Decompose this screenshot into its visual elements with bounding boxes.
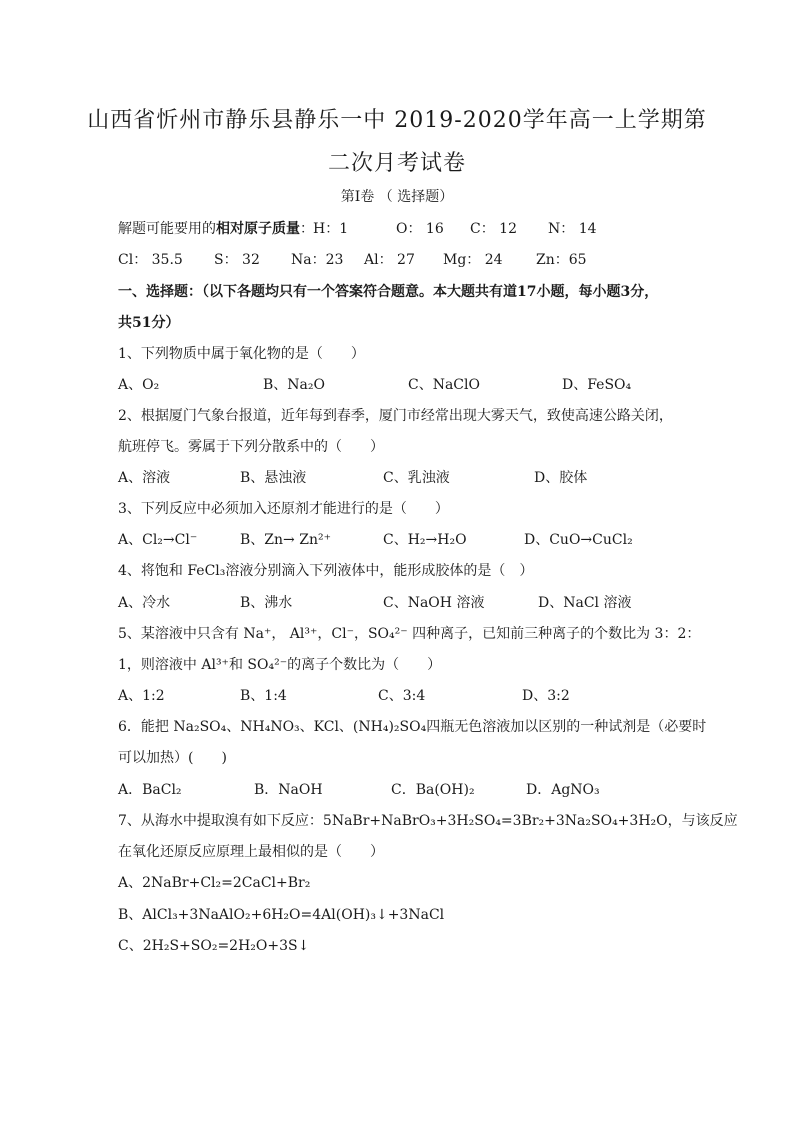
q5-option-a: A、1:2: [118, 688, 165, 704]
q4-option-d: D、NaCl 溶液: [538, 595, 632, 611]
q2-option-c: C、乳浊液: [383, 470, 450, 486]
q5-option-c: C、3:4: [378, 688, 426, 704]
q4-option-a: A、冷水: [118, 595, 171, 611]
q2-option-b: B、悬浊液: [240, 470, 307, 486]
atomic-intro-after: ：: [300, 221, 314, 237]
question-7-stem-line2: 在氧化还原反应原理上最相似的是（ ）: [118, 844, 384, 860]
atomic-intro-bold: 相对原子质量: [216, 221, 300, 237]
q2-option-a: A、溶液: [118, 470, 171, 486]
part-heading: 第Ⅰ卷 （ 选择题）: [340, 189, 454, 205]
atomic-al: Al： 27: [364, 252, 415, 268]
q4-option-b: B、沸水: [240, 595, 293, 611]
atomic-cl: Cl： 35.5: [118, 252, 183, 268]
section-heading-line1: 一、选择题：（以下各题均只有一个答案符合题意。本大题共有道17小题，每小题3分，: [118, 284, 659, 300]
section-heading-line2: 共51分）: [118, 315, 180, 331]
q3-option-a: A、Cl₂→Cl⁻: [118, 532, 198, 548]
q3-option-d: D、CuO→CuCl₂: [524, 532, 633, 548]
atomic-intro-before: 解题可能要用的: [118, 221, 216, 237]
question-6-stem-line2: 可以加热）( ): [118, 750, 227, 766]
q7-option-b: B、AlCl₃+3NaAlO₂+6H₂O=4Al(OH)₃↓+3NaCl: [118, 907, 445, 923]
atomic-mg: Mg： 24: [443, 252, 503, 268]
question-4-stem: 4、将饱和 FeCl₃溶液分别滴入下列液体中，能形成胶体的是（ ）: [118, 563, 534, 579]
atomic-c: C： 12: [470, 221, 517, 237]
exam-title-line1: 山西省忻州市静乐县静乐一中 2019-2020学年高一上学期第: [87, 108, 707, 133]
question-1-stem: 1、下列物质中属于氧化物的是（ ）: [118, 346, 365, 362]
q6-option-b: B．NaOH: [254, 782, 323, 798]
question-3-stem: 3、下列反应中必须加入还原剂才能进行的是（ ）: [118, 501, 449, 517]
q6-option-a: A．BaCl₂: [118, 782, 182, 798]
q5-option-d: D、3:2: [522, 688, 570, 704]
q6-option-d: D．AgNO₃: [526, 782, 600, 798]
q7-option-c: C、2H₂S+SO₂=2H₂O+3S↓: [118, 938, 310, 954]
q3-option-c: C、H₂→H₂O: [383, 532, 467, 548]
atomic-na: Na：23: [291, 252, 344, 268]
q2-option-d: D、胶体: [534, 470, 588, 486]
question-7-stem-line1: 7、从海水中提取溴有如下反应：5NaBr+NaBrO₃+3H₂SO₄=3Br₂+3Na₂SO₄+3H₂O，与该反应: [118, 813, 738, 829]
atomic-o: O： 16: [396, 221, 444, 237]
q3-option-b: B、Zn→ Zn²⁺: [240, 532, 331, 548]
question-2-stem-line1: 2、根据厦门气象台报道，近年每到春季，厦门市经常出现大雾天气，致使高速公路关闭，: [118, 408, 673, 424]
q6-option-c: C．Ba(OH)₂: [391, 782, 475, 798]
question-2-stem-line2: 航班停飞。雾属于下列分散系中的（ ）: [118, 439, 384, 455]
q1-option-a: A、O₂: [118, 377, 160, 393]
atomic-mass-line1: [118, 218, 314, 238]
atomic-zn: Zn：65: [536, 252, 587, 268]
q1-option-c: C、NaClO: [408, 377, 480, 393]
q4-option-c: C、NaOH 溶液: [383, 595, 485, 611]
exam-title-line2: 二次月考试卷: [327, 151, 466, 176]
q5-option-b: B、1:4: [240, 688, 287, 704]
q7-option-a: A、2NaBr+Cl₂=2CaCl+Br₂: [118, 875, 311, 891]
q1-option-d: D、FeSO₄: [562, 377, 632, 393]
question-6-stem-line1: 6．能把 Na₂SO₄、NH₄NO₃、KCl、(NH₄)₂SO₄四瓶无色溶液加以区别的一种试剂是（必要时: [118, 719, 707, 735]
question-5-stem-line1: 5、某溶液中只含有 Na⁺， Al³⁺，Cl⁻，SO₄²⁻ 四种离子，已知前三种离子的个数比为 3：2：: [118, 626, 701, 642]
question-5-stem-line2: 1，则溶液中 Al³⁺和 SO₄²⁻的离子个数比为（ ）: [118, 657, 442, 673]
atomic-h: H：1: [313, 221, 349, 237]
atomic-n: N： 14: [548, 221, 597, 237]
q1-option-b: B、Na₂O: [263, 377, 325, 393]
atomic-s: S： 32: [214, 252, 260, 268]
